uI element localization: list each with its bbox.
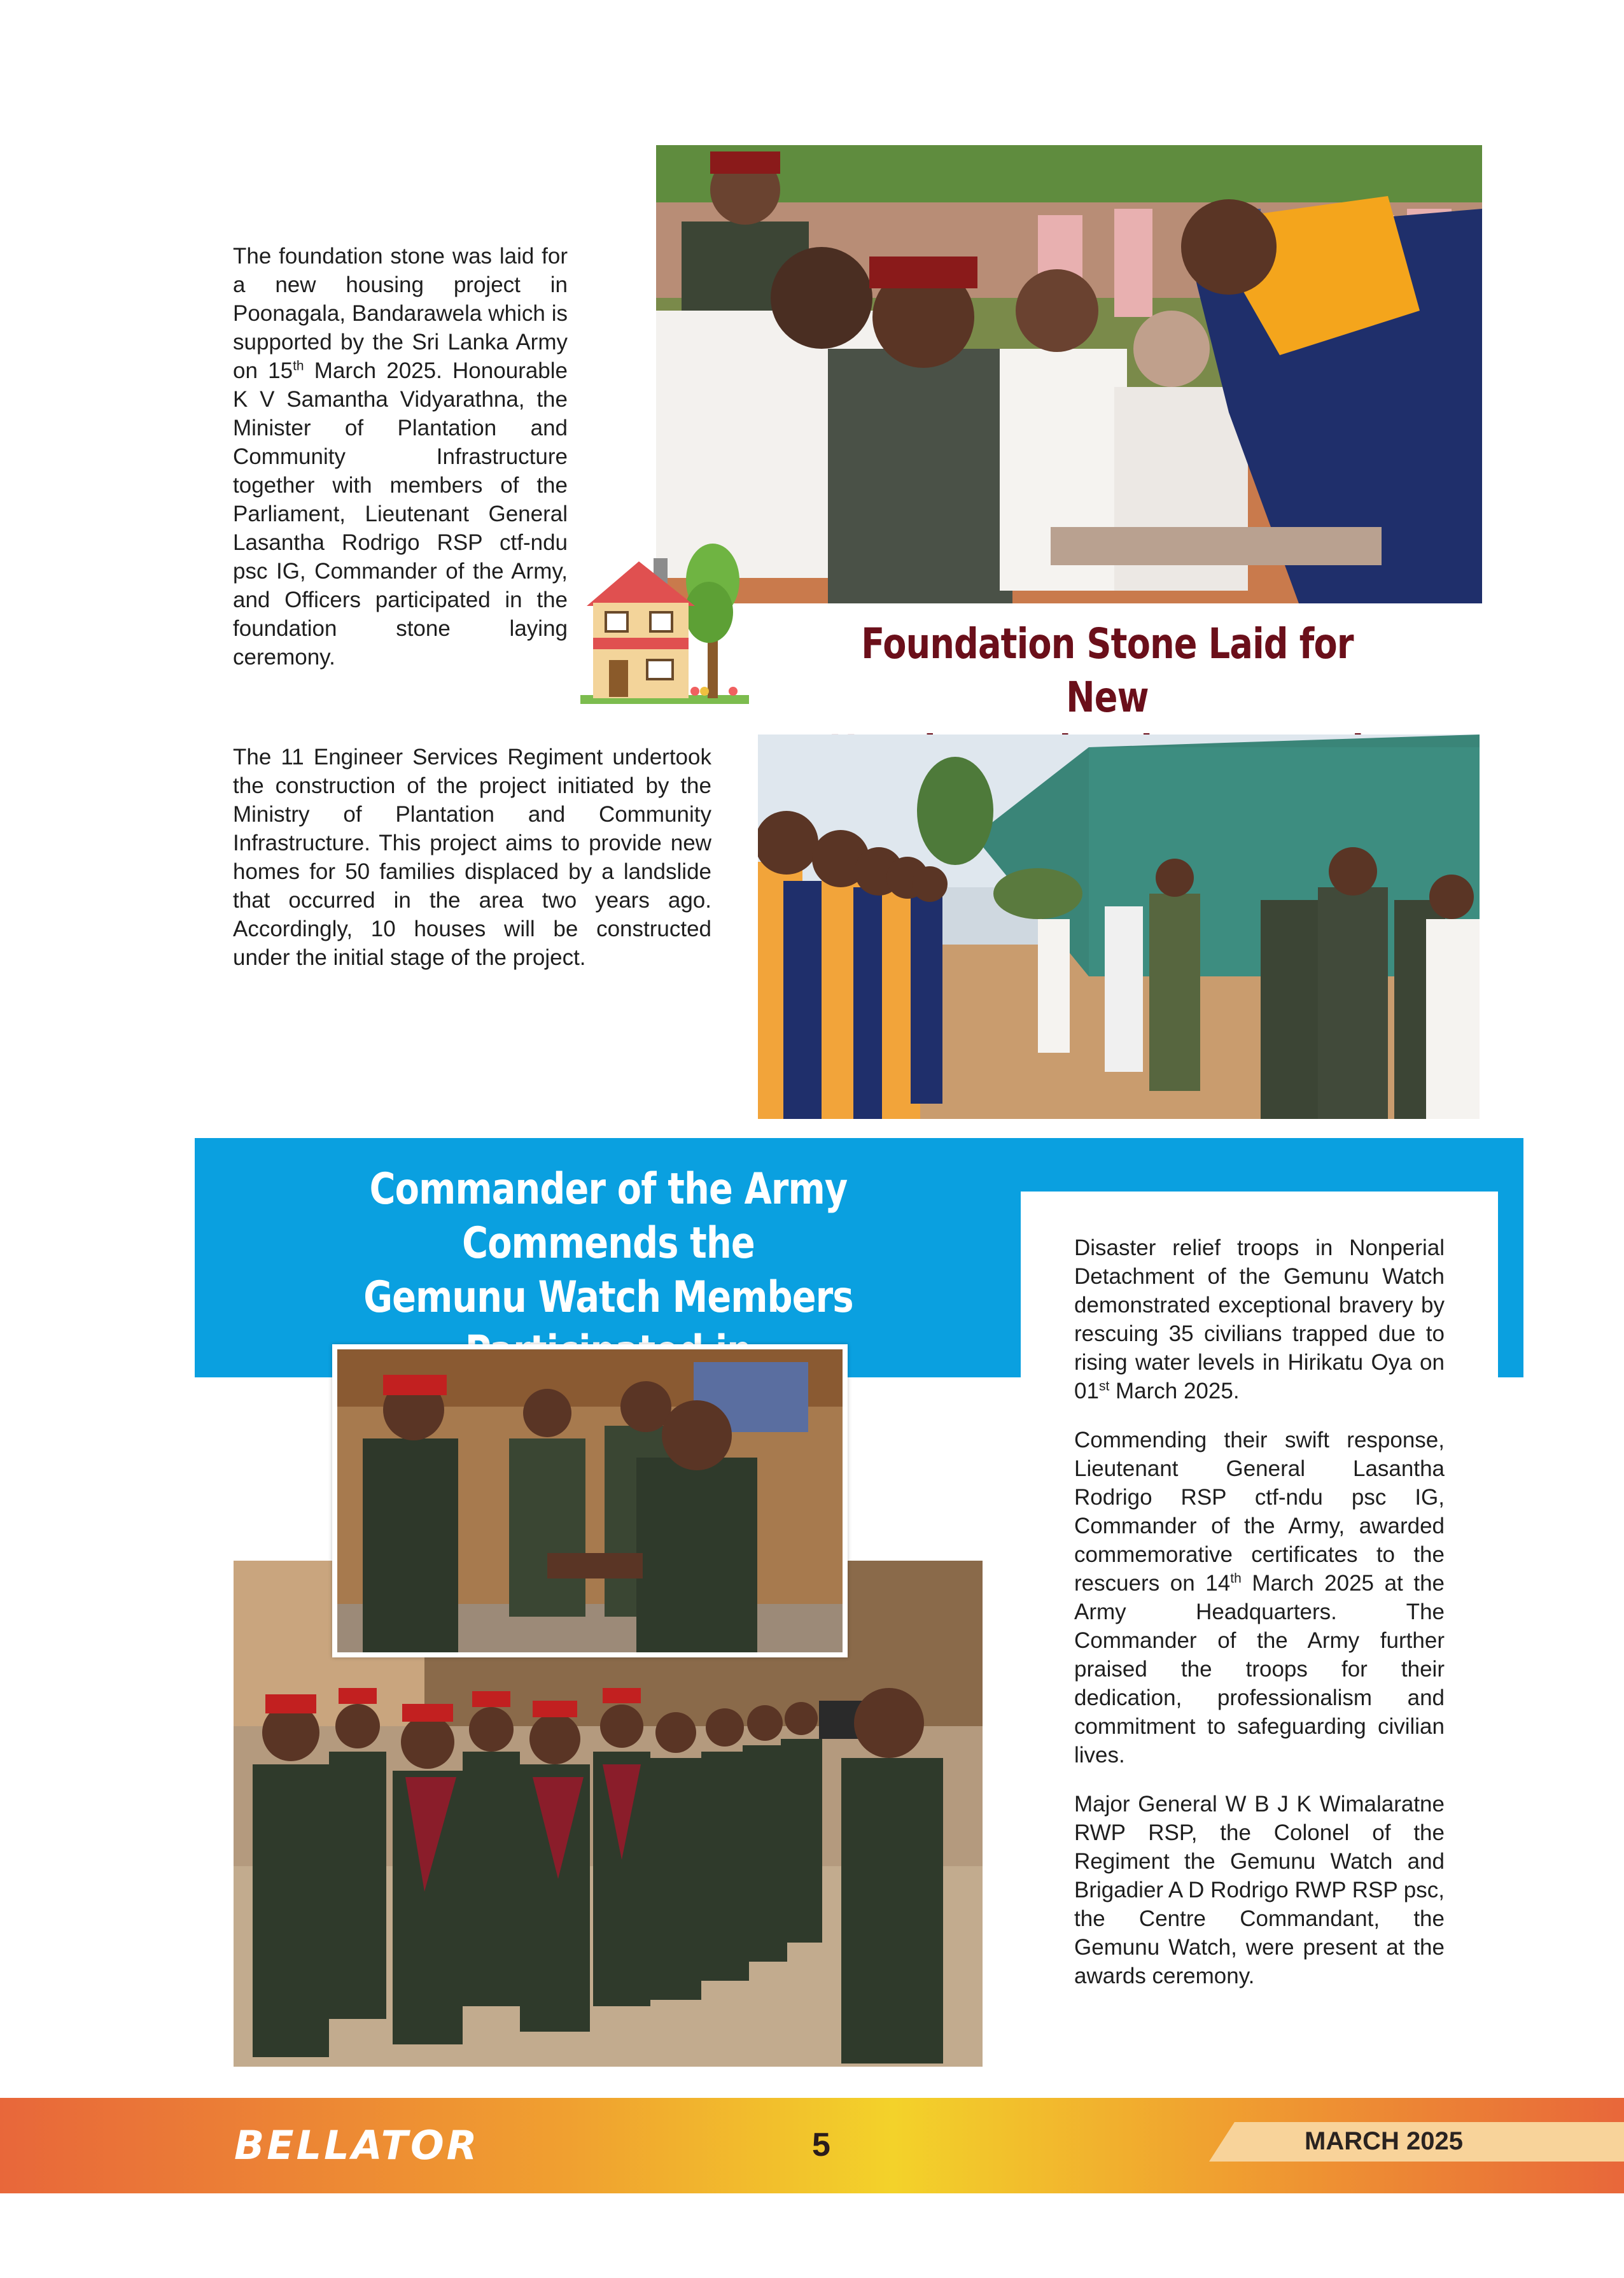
article2-paragraph-2: Commending their swift response, Lieutenant General Lasantha Rodrigo RSP ctf-ndu psc IG, Commander of the Army, awarded commemorative certificates to the rescuers on 14th March 2025 at the Army Headquarters. The Commander of the Army further praised the troops for their dedication, professionalism and commitment to safeguarding civilian lives. xyxy=(1074,1428,1445,1768)
house-icon xyxy=(574,536,752,708)
article2-paragraph-1: Disaster relief troops in Nonperial Detachment of the Gemunu Watch demonstrated exceptional bravery by rescuing 35 civilians trapped due to rising water levels in Hirikatu Oya on 01st March 2025. xyxy=(1074,1235,1445,1403)
article1-title-line-1: Foundation Stone Laid for New xyxy=(861,619,1354,722)
issue-date: MARCH 2025 xyxy=(1305,2127,1463,2155)
article2-title-line-2: Gemunu Watch Members xyxy=(363,1272,853,1323)
handshake-photo-frame xyxy=(332,1344,848,1657)
article2-title-line-1: Commander of the Army Commends the xyxy=(369,1164,848,1269)
article2-body xyxy=(1074,1234,1445,1990)
page-number: 5 xyxy=(812,2127,830,2163)
foundation-ceremony-photo xyxy=(656,145,1482,603)
handshake-photo xyxy=(337,1349,843,1652)
article1-paragraph-1: The foundation stone was laid for a new housing project in Poonagala, Bandarawela which is supported by the Sri Lanka Army on 15th March 2025. Honourable K V Samantha Vidyarathna, the Minister of Plantation and Community Infrastructure together with members of the Parliament, Lieutenant General Lasantha Rodrigo RSP ctf-ndu psc IG, Commander of the Army, and Officers participated in the foundation stone laying ceremony. xyxy=(233,244,568,670)
article1-paragraph-2: The 11 Engineer Services Regiment undertook the construction of the project initiated by the Ministry of Plantation and Community Infrastructure. This project aims to provide new homes for 50 families displaced by a landslide that occurred in the area two years ago. Accordingly, 10 houses will be constructed under the initial stage of the project. xyxy=(233,745,711,970)
site-visit-photo xyxy=(758,735,1480,1119)
article2-paragraph-3: Major General W B J K Wimalaratne RWP RSP, the Colonel of the Regiment the Gemunu Watch and Brigadier A D Rodrigo RWP RSP psc, the Centre Commandant, the Gemunu Watch, were present at the awards ceremony. xyxy=(1074,1792,1445,1988)
magazine-brand-logo: BELLATOR xyxy=(234,2122,480,2169)
